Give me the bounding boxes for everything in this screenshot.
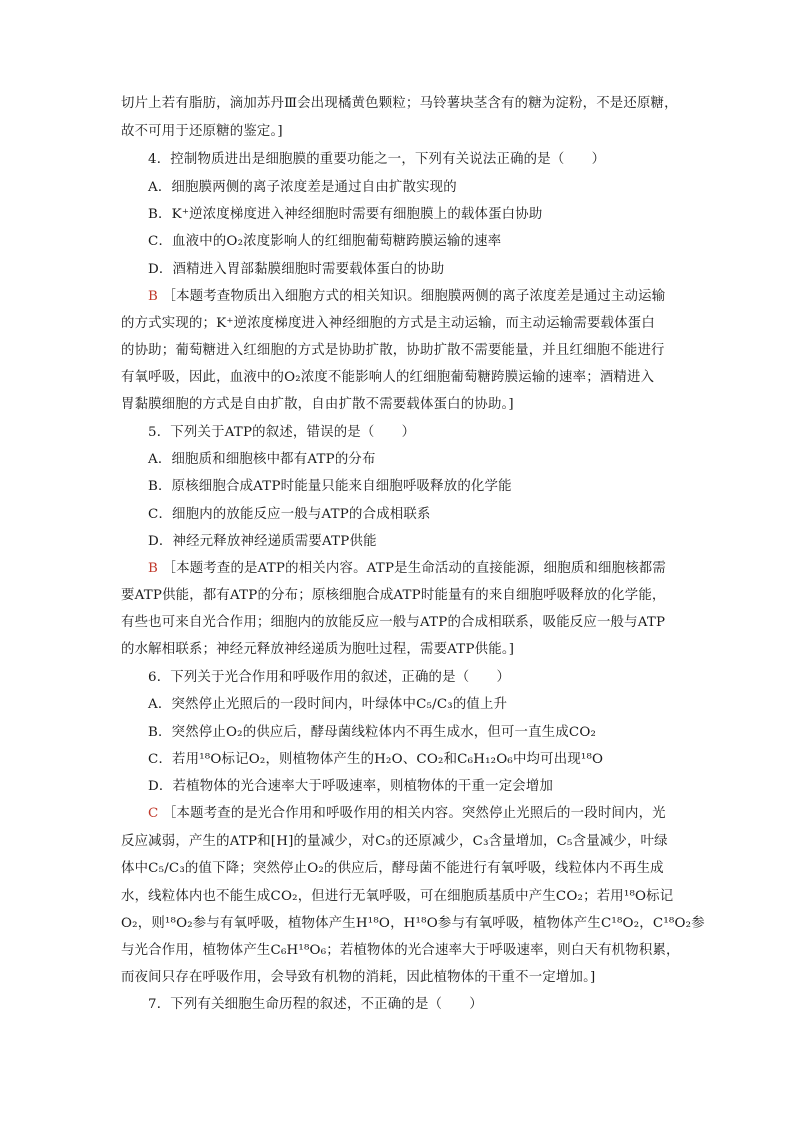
question-6-option-b: B．突然停止O₂的供应后，酵母菌线粒体内不再生成水，但可一直生成CO₂	[148, 725, 597, 740]
question-5-stem: 5．下列关于ATP的叙述，错误的是（ ）	[148, 425, 416, 440]
text-line: 切片上若有脂肪，滴加苏丹Ⅲ会出现橘黄色颗粒；马铃薯块茎含有的糖为淀粉，不是还原糖，	[121, 96, 678, 111]
answer-explanation-line: B ［本题考查物质出入细胞方式的相关知识。细胞膜两侧的离子浓度差是通过主动运输	[148, 289, 666, 304]
question-4-stem: 4．控制物质进出是细胞膜的重要功能之一，下列有关说法正确的是（ ）	[148, 152, 606, 167]
text-line: 体中C₅/C₃的值下降；突然停止O₂的供应后，酵母菌不能进行有氧呼吸，线粒体内不再生成	[121, 861, 664, 876]
answer-letter: C	[148, 806, 159, 821]
question-4-option-a: A．细胞膜两侧的离子浓度差是通过自由扩散实现的	[148, 180, 457, 195]
text-line: 有氧呼吸，因此，血液中的O₂浓度不能影响人的红细胞葡萄糖跨膜运输的速率；酒精进入	[121, 370, 655, 385]
question-6-stem: 6．下列关于光合作用和呼吸作用的叙述，正确的是（ ）	[148, 670, 511, 685]
question-5-option-a: A．细胞质和细胞核中都有ATP的分布	[148, 452, 376, 467]
answer-explanation-line: C ［本题考查的是光合作用和呼吸作用的相关内容。突然停止光照后的一段时间内，光	[148, 806, 666, 821]
question-4-option-c: C．血液中的O₂浓度影响人的红细胞葡萄糖跨膜运输的速率	[148, 234, 502, 249]
question-5-option-c: C．细胞内的放能反应一般与ATP的合成相联系	[148, 507, 431, 522]
answer-explanation-line: B ［本题考查的是ATP的相关内容。ATP是生命活动的直接能源，细胞质和细胞核都需	[148, 561, 666, 576]
text-line: 反应减弱，产生的ATP和[H]的量减少，对C₃的还原减少，C₃含量增加，C₅含量减少，叶绿	[121, 834, 668, 849]
question-6-option-a: A．突然停止光照后的一段时间内，叶绿体中C₅/C₃的值上升	[148, 697, 508, 712]
text-line: 有些也可来自光合作用；细胞内的放能反应一般与ATP的合成相联系，吸能反应一般与ATP	[121, 615, 666, 630]
text-line: 的水解相联系；神经元释放神经递质为胞吐过程，需要ATP供能。]	[121, 642, 515, 657]
text-line: 而夜间只存在呼吸作用，会导致有机物的消耗，因此植物体的干重不一定增加。]	[121, 970, 596, 985]
question-4-option-d: D．酒精进入胃部黏膜细胞时需要载体蛋白的协助	[148, 262, 445, 277]
question-5-option-d: D．神经元释放神经递质需要ATP供能	[148, 534, 377, 549]
text-line: 胃黏膜细胞的方式是自由扩散，自由扩散不需要载体蛋白的协助。]	[121, 397, 514, 412]
question-7-stem: 7．下列有关细胞生命历程的叙述，不正确的是（ ）	[148, 997, 483, 1012]
text-line: 的方式实现的；K⁺逆浓度梯度进入神经细胞的方式是主动运输，而主动运输需要载体蛋白	[121, 316, 655, 331]
answer-letter: B	[148, 561, 159, 576]
question-4-option-b: B．K⁺逆浓度梯度进入神经细胞时需要有细胞膜上的载体蛋白协助	[148, 207, 543, 222]
text-line: 要ATP供能，都有ATP的分布；原核细胞合成ATP时能量有的来自细胞呼吸释放的化学能，	[121, 588, 666, 603]
text-line: O₂，则¹⁸O₂参与有氧呼吸，植物体产生H¹⁸O，H¹⁸O参与有氧呼吸，植物体产生C¹⁸O₂，C¹⁸O₂参	[121, 916, 705, 931]
text-line: 水，线粒体内也不能生成CO₂，但进行无氧呼吸，可在细胞质基质中产生CO₂；若用¹⁸O标记	[121, 889, 674, 904]
text-line: 与光合作用，植物体产生C₆H¹⁸O₆；若植物体的光合速率大于呼吸速率，则白天有机物积累，	[121, 943, 680, 958]
question-5-option-b: B．原核细胞合成ATP时能量只能来自细胞呼吸释放的化学能	[148, 479, 512, 494]
text-line: 故不可用于还原糖的鉴定。]	[121, 124, 283, 139]
question-6-option-d: D．若植物体的光合速率大于呼吸速率，则植物体的干重一定会增加	[148, 779, 554, 794]
text-line: 的协助；葡萄糖进入红细胞的方式是协助扩散，协助扩散不需要能量，并且红细胞不能进行	[121, 343, 665, 358]
question-6-option-c: C．若用¹⁸O标记O₂，则植物体产生的H₂O、CO₂和C₆H₁₂O₆中均可出现¹⁸O	[148, 752, 604, 767]
answer-letter: B	[148, 289, 159, 304]
